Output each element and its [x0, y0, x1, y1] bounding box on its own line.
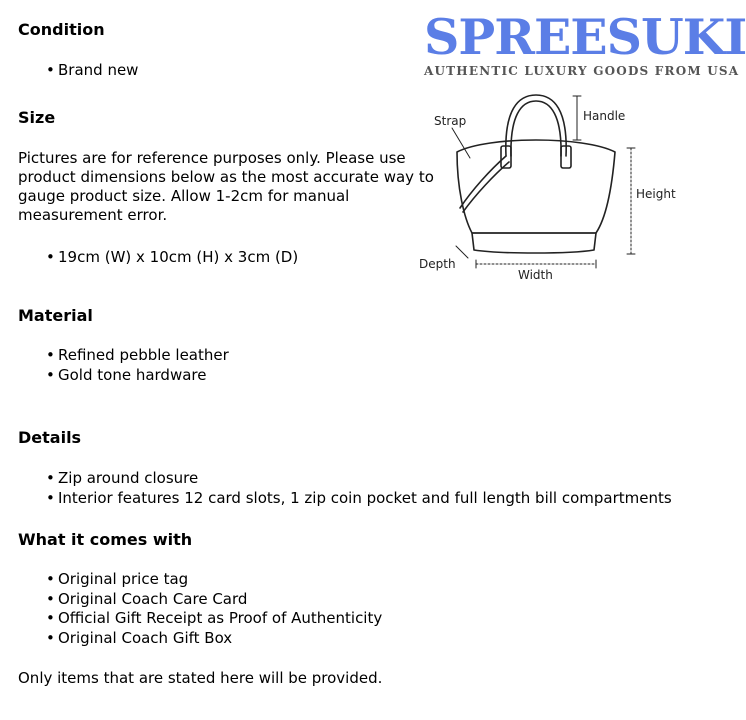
depth-dimension-line — [456, 246, 468, 258]
footer-note: Only items that are stated here will be provided. — [18, 669, 383, 687]
list-item: • Original Coach Gift Box — [46, 629, 382, 649]
bag-body — [457, 140, 615, 233]
comes-with-heading: What it comes with — [18, 530, 193, 549]
list-item: • Interior features 12 card slots, 1 zip coin pocket and full length bill compartments — [46, 489, 672, 509]
height-label: Height — [636, 187, 676, 201]
bag-dimensions-diagram — [410, 88, 710, 288]
size-note-line: gauge product size. Allow 1-2cm for manual — [18, 187, 350, 205]
brand-tagline: AUTHENTIC LUXURY GOODS FROM USA — [424, 64, 740, 78]
bag-strap-inner — [463, 162, 509, 212]
bag-handle-inner — [511, 101, 561, 156]
size-heading: Size — [18, 108, 56, 127]
details-list — [46, 469, 672, 508]
brand-name — [424, 8, 746, 66]
list-item: • Original price tag — [46, 570, 382, 590]
size-note-line: product dimensions below as the most accurate way to — [18, 168, 434, 186]
list-item: • Gold tone hardware — [46, 366, 229, 386]
list-item: • Original Coach Care Card — [46, 590, 382, 610]
comes-with-list — [46, 570, 382, 648]
depth-label: Depth — [419, 257, 456, 271]
bag-handle — [506, 95, 566, 156]
condition-list — [46, 61, 138, 81]
bag-strap — [460, 156, 506, 208]
size-note-line: measurement error. — [18, 206, 168, 224]
brand-name-part2: SUKI — [606, 8, 746, 66]
size-list — [46, 248, 298, 268]
list-item: • Refined pebble leather — [46, 346, 229, 366]
list-item: • Brand new — [46, 61, 138, 81]
list-item: • 19cm (W) x 10cm (H) x 3cm (D) — [46, 248, 298, 268]
brand-name-part1: SPREE — [424, 8, 607, 66]
size-note-line: Pictures are for reference purposes only. Please use — [18, 149, 406, 167]
condition-heading: Condition — [18, 20, 105, 39]
handle-label: Handle — [583, 109, 626, 123]
list-item: • Zip around closure — [46, 469, 672, 489]
material-list — [46, 346, 229, 385]
strap-pointer-line — [452, 128, 470, 158]
details-heading: Details — [18, 428, 82, 447]
material-heading: Material — [18, 306, 93, 325]
list-item: • Official Gift Receipt as Proof of Authenticity — [46, 609, 382, 629]
width-label: Width — [518, 268, 553, 282]
brand-logo — [424, 8, 746, 78]
size-note — [18, 149, 434, 225]
bag-base — [472, 233, 596, 253]
strap-label: Strap — [434, 114, 467, 128]
